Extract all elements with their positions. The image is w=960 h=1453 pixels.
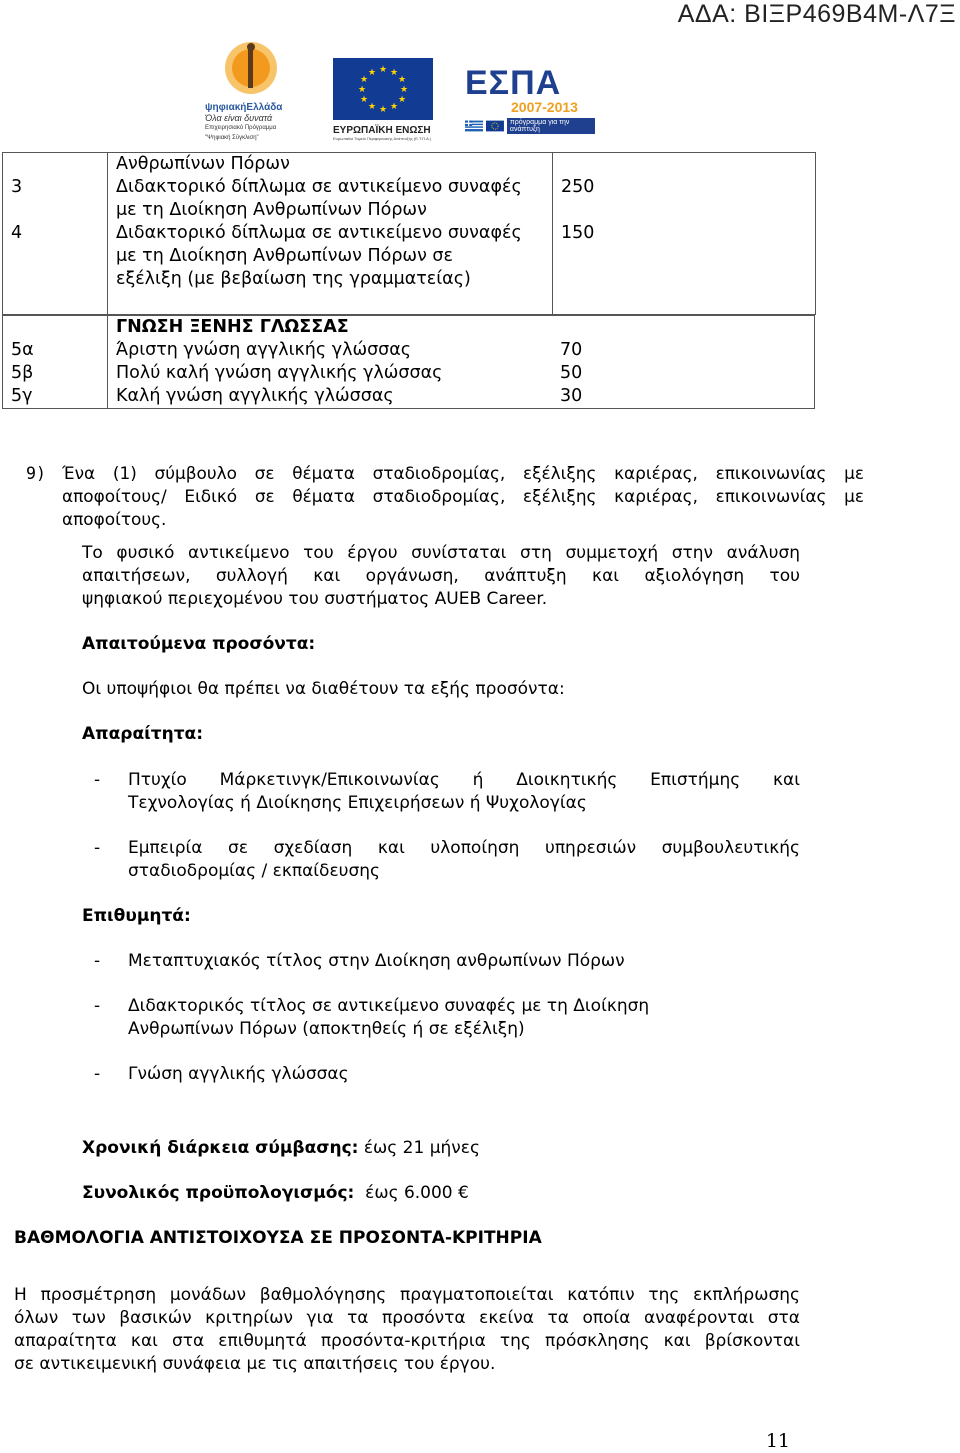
greek-flag-icon	[465, 120, 483, 132]
requirements-heading: Απαιτούμενα προσόντα:	[82, 634, 316, 654]
row-line: εξέλιξη (με βεβαίωση της γραμματείας)	[116, 269, 471, 289]
row-line: με τη Διοίκηση Ανθρωπίνων Πόρων	[116, 200, 427, 220]
row-number: 3	[3, 176, 108, 222]
digital-greece-emblem-icon	[205, 38, 300, 98]
object-line2: απαιτήσεων, συλλογή και οργάνωση, ανάπτυξη και αξιολόγηση του	[82, 566, 800, 586]
desired-heading: Επιθυμητά:	[82, 906, 191, 926]
bullet-dash: -	[94, 996, 101, 1016]
table-row	[3, 222, 816, 315]
object-line3: ψηφιακού περιεχομένου του συστήματος AUEB Career.	[82, 589, 548, 609]
bullet-dash: -	[94, 951, 101, 971]
desired-item-line1: Διδακτορικός τίτλος σε αντικείμενο συναφές με τη Διοίκηση	[128, 996, 650, 1016]
bullet-dash: -	[94, 770, 101, 790]
ada-code: ΑΔΑ: ΒΙΞΡ469Β4Μ-Λ7Ξ	[677, 0, 956, 28]
digital-greece-line2: Όλα είναι δυνατά	[205, 113, 273, 123]
qualifications-table	[2, 152, 816, 315]
row-line: Ανθρωπίνων Πόρων	[116, 154, 290, 174]
table-row	[3, 339, 815, 362]
row-score: 70	[552, 339, 815, 362]
espa-title: ΕΣΠΑ	[465, 64, 562, 102]
espa-years: 2007-2013	[511, 99, 578, 115]
row-text	[108, 222, 553, 315]
digital-greece-logo	[205, 38, 300, 141]
svg-text:★: ★	[397, 95, 407, 105]
svg-text:★: ★	[389, 102, 399, 112]
row-text: Άριστη γνώση αγγλικής γλώσσας	[108, 339, 553, 362]
espa-logo	[465, 66, 595, 136]
row-text: Πολύ καλή γνώση αγγλικής γλώσσας	[108, 362, 553, 385]
svg-text:★: ★	[367, 102, 377, 112]
budget-label: Συνολικός προϋπολογισμός:	[82, 1183, 355, 1203]
row-line: Διδακτορικό δίπλωμα σε αντικείμενο συναφές	[116, 223, 522, 243]
eu-title: ΕΥΡΩΠΑΪΚΗ ΕΝΩΣΗ	[333, 125, 431, 136]
logos-strip	[205, 38, 605, 143]
scoring-line4: σε αντικειμενική συνάφεια με τις απαιτήσεις του έργου.	[14, 1354, 496, 1374]
budget-value: έως 6.000 €	[354, 1183, 469, 1203]
required-item-line2: σταδιοδρομίας / εκπαίδευσης	[128, 861, 381, 881]
espa-motto: πρόγραμμα για την ανάπτυξη	[507, 118, 595, 134]
svg-text:★: ★	[397, 75, 407, 85]
contract-duration	[82, 1137, 480, 1160]
scoring-line1: Η προσμέτρηση μονάδων βαθμολόγησης πραγματοποιείται κατόπιν της εκπλήρωσης	[14, 1285, 800, 1305]
row-number	[3, 153, 108, 177]
eu-small-flag-icon	[486, 120, 504, 132]
svg-text:★: ★	[359, 75, 369, 85]
table-row	[3, 153, 816, 177]
row-text	[108, 176, 553, 222]
row-number: 5α	[3, 339, 108, 362]
item-9-line3: αποφοίτους.	[62, 509, 167, 529]
desired-item-line1: Γνώση αγγλικής γλώσσας	[128, 1064, 349, 1084]
scoring-line3: απαραίτητα και στα επιθυμητά προσόντα-κριτήρια της πρόσκλησης και βρίσκονται	[14, 1331, 800, 1351]
row-score: 30	[552, 385, 815, 409]
table-row	[3, 176, 816, 222]
digital-greece-line3: Επιχειρησιακό Πρόγραμμα	[205, 125, 277, 131]
table-row	[3, 385, 815, 409]
row-text: Καλή γνώση αγγλικής γλώσσας	[108, 385, 553, 409]
contract-budget	[82, 1182, 469, 1205]
duration-value: έως 21 μήνες	[358, 1138, 480, 1158]
desired-item-line2: Ανθρωπίνων Πόρων (αποκτηθείς ή σε εξέλιξη)	[128, 1019, 525, 1039]
required-heading: Απαραίτητα:	[82, 724, 204, 744]
row-number: 4	[3, 222, 108, 315]
requirements-intro: Οι υποψήφιοι θα πρέπει να διαθέτουν τα εξής προσόντα:	[82, 679, 565, 699]
item-9-line2: αποφοίτους/ Ειδικό σε θέματα σταδιοδρομίας, εξέλιξης καριέρας, επικοινωνίας με	[62, 486, 864, 506]
required-item-line2: Τεχνολογίας ή Διοίκησης Επιχειρήσεων ή Ψυχολογίας	[128, 793, 587, 813]
page-number: 11	[765, 1430, 790, 1452]
row-number: 5β	[3, 362, 108, 385]
eu-subtitle: Ευρωπαϊκό Ταμείο Περιφερειακής Ανάπτυξης (Ε.Τ.Π.Α.)	[333, 136, 432, 141]
duration-label: Χρονική διάρκεια σύμβασης:	[82, 1138, 359, 1158]
required-item-line1: Πτυχίο Μάρκετινγκ/Επικοινωνίας ή Διοικητικής Επιστήμης και	[128, 770, 800, 790]
row-text	[108, 153, 553, 177]
svg-text:★: ★	[357, 85, 367, 95]
object-line1: Το φυσικό αντικείμενο του έργου συνίσταται στη συμμετοχή στην ανάλυση	[82, 543, 800, 563]
digital-greece-line1: ψηφιακήΕλλάδα	[205, 102, 283, 113]
svg-text:★: ★	[378, 105, 388, 115]
row-line: με τη Διοίκηση Ανθρωπίνων Πόρων σε	[116, 246, 453, 266]
bullet-dash: -	[94, 1064, 101, 1084]
eu-logo	[333, 58, 433, 143]
table-heading-row	[3, 316, 815, 340]
language-heading: ΓΝΩΣΗ ΞΕΝΗΣ ΓΛΩΣΣΑΣ	[108, 316, 815, 340]
svg-text:★: ★	[399, 85, 409, 95]
svg-text:★: ★	[359, 95, 369, 105]
item-9-line1: Ένα (1) σύμβουλο σε θέματα σταδιοδρομίας, εξέλιξης καριέρας, επικοινωνίας με	[62, 463, 864, 483]
row-number: 5γ	[3, 385, 108, 409]
svg-text:★: ★	[378, 65, 388, 75]
bullet-dash: -	[94, 838, 101, 858]
item-9-label: 9)	[26, 464, 46, 483]
digital-greece-line4: "Ψηφιακή Σύγκλιση"	[205, 135, 259, 141]
desired-item-line1: Μεταπτυχιακός τίτλος στην Διοίκηση ανθρωπίνων Πόρων	[128, 951, 625, 971]
scoring-heading: ΒΑΘΜΟΛΟΓΙΑ ΑΝΤΙΣΤΟΙΧΟΥΣΑ ΣΕ ΠΡΟΣΟΝΤΑ-ΚΡΙΤΗΡΙΑ	[14, 1228, 542, 1248]
scoring-line2: όλων των βασικών κριτηρίων για τα προσόντα εκείνα τα οποία αναφέρονται στα	[14, 1308, 800, 1328]
row-line: Διδακτορικό δίπλωμα σε αντικείμενο συναφές	[116, 177, 522, 197]
required-item-line1: Εμπειρία σε σχεδίαση και υλοποίηση υπηρεσιών συμβουλευτικής	[128, 838, 800, 858]
row-score: 150	[553, 222, 816, 315]
row-score: 50	[552, 362, 815, 385]
eu-flag-icon	[333, 58, 433, 120]
row-score	[553, 153, 816, 177]
table-row	[3, 362, 815, 385]
svg-text:★: ★	[389, 68, 399, 78]
row-score: 250	[553, 176, 816, 222]
svg-text:★: ★	[367, 68, 377, 78]
language-table	[2, 315, 815, 409]
